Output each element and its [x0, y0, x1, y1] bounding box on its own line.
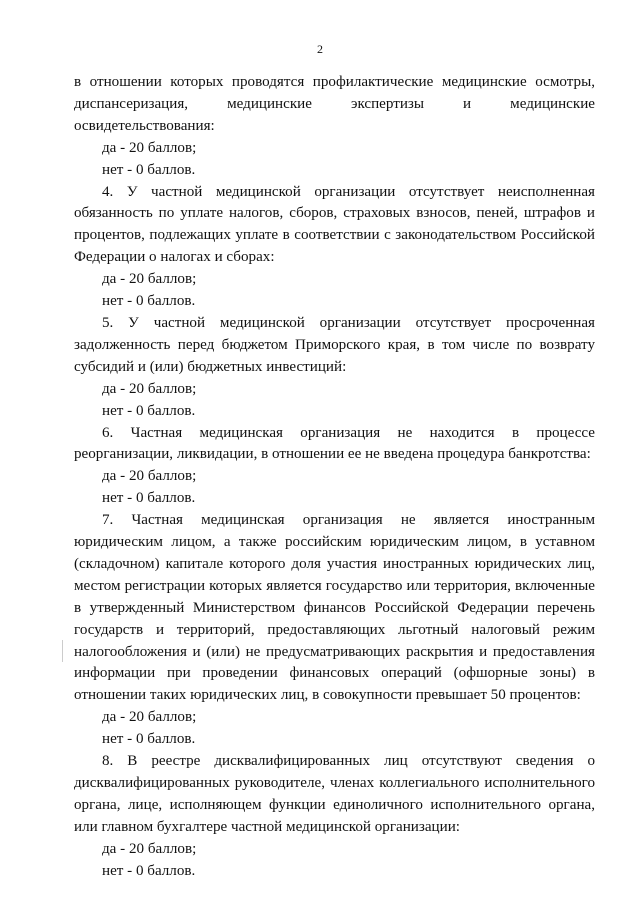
intro-paragraph: в отношении которых проводятся профилактические медицинские осмотры, диспансеризация, медицинские экспертизы и медицинские освидетельствования: [74, 74, 595, 134]
criterion-6-no: нет - 0 баллов. [102, 490, 196, 507]
criterion-8-text: 8. В реестре дисквалифицированных лиц отсутствуют сведения о дисквалифицированных руководителе, членах коллегиального исполнительного органа, лице, исполняющем функции единоличного исполнительного органа, или главном бухгалтере частной медицинской организации: [74, 753, 595, 835]
criterion-7-yes: да - 20 баллов; [102, 709, 197, 726]
criterion-5-yes: да - 20 баллов; [102, 380, 197, 397]
criterion-6-text: 6. Частная медицинская организация не находится в процессе реорганизации, ликвидации, в отношении ее не введена процедура банкротства: [74, 424, 595, 463]
criterion-7-no: нет - 0 баллов. [102, 731, 196, 748]
criterion-5-text: 5. У частной медицинской организации отсутствует просроченная задолженность перед бюджетом Приморского края, в том числе по возврату субсидий и (или) бюджетных инвестиций: [74, 314, 595, 375]
margin-mark [62, 640, 63, 662]
answer-no: нет - 0 баллов. [102, 161, 196, 178]
criterion-8-yes: да - 20 баллов; [102, 840, 197, 857]
page-number: 2 [317, 42, 323, 56]
criterion-7-text: 7. Частная медицинская организация не является иностранным юридическим лицом, а также российским юридическим лицом, в уставном (складочном) капитале которого доля участия иностранных юридических лиц, местом регистрации которых является государство или территория, включенные в утвержденный Министерством финансов Российской Федерации перечень государств и территорий, предоставляющих льготный налоговый режим налогообложения и (или) не предусматривающих раскрытия и предоставления информации при проведении финансовых операций (офшорные зоны) в отношении таких юридических лиц, в совокупности превышает 50 процентов: [74, 512, 595, 704]
criterion-6-yes: да - 20 баллов; [102, 468, 197, 485]
answer-yes: да - 20 баллов; [102, 139, 197, 156]
criterion-4-yes: да - 20 баллов; [102, 271, 197, 288]
criterion-4-text: 4. У частной медицинской организации отсутствует неисполненная обязанность по уплате налогов, сборов, страховых взносов, пеней, штрафов и процентов, подлежащих уплате в соответствии с законодательством Российской Федерации о налогах и сборах: [74, 183, 595, 266]
criterion-8-no: нет - 0 баллов. [102, 862, 196, 879]
criterion-5-no: нет - 0 баллов. [102, 402, 196, 419]
document-body [74, 72, 595, 883]
criterion-4-no: нет - 0 баллов. [102, 293, 196, 310]
